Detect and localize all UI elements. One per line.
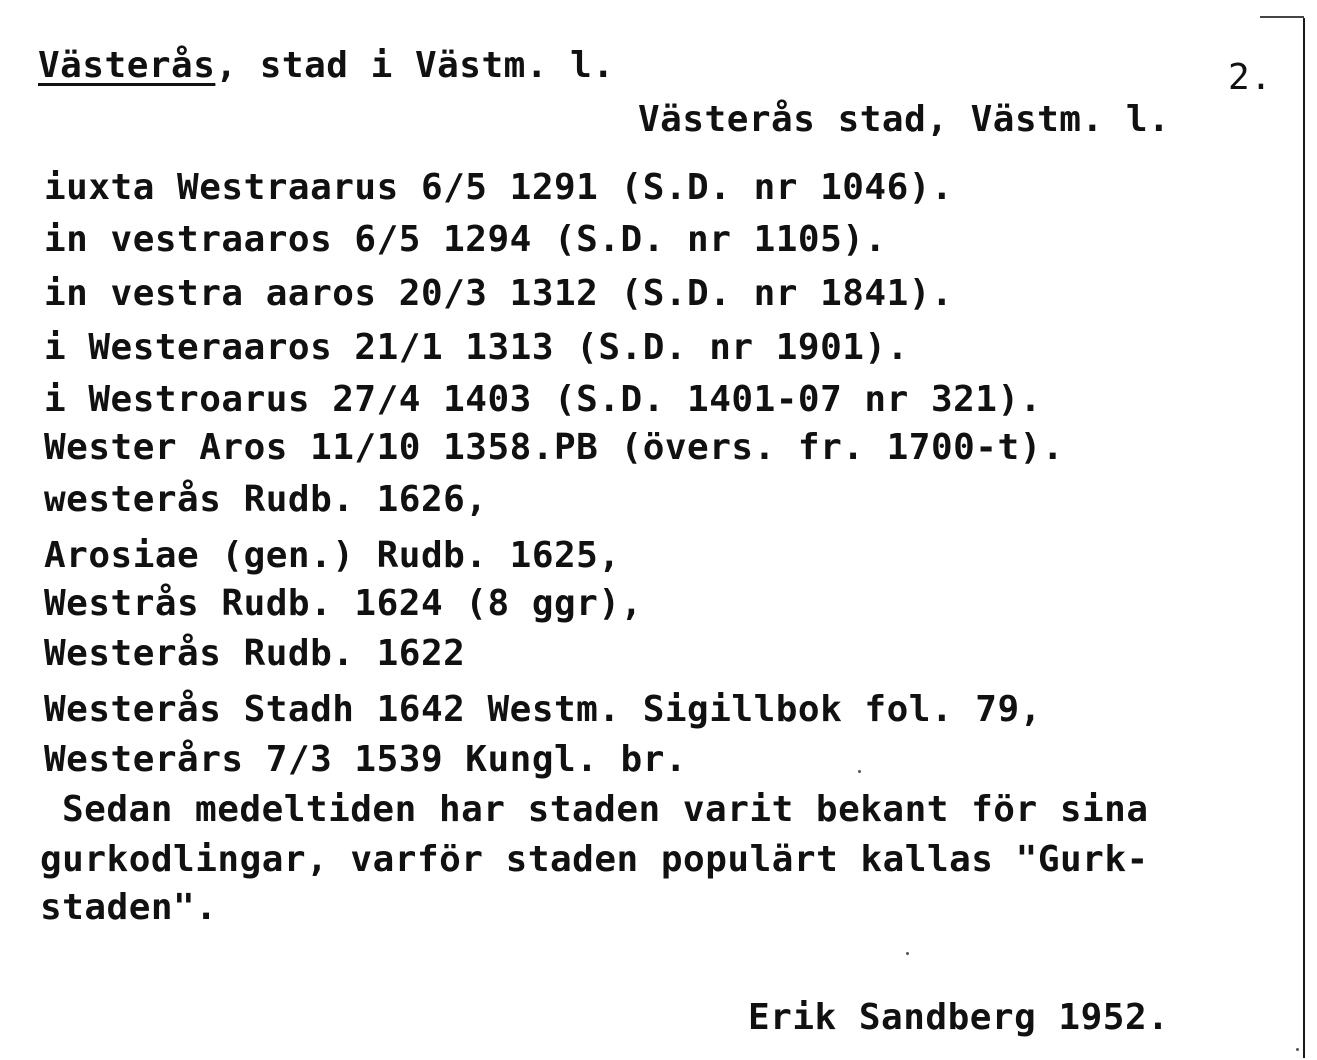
card-subheader: Västerås stad, Västm. l.	[638, 99, 1171, 140]
record-line: in vestra aaros 20/3 1312 (S.D. nr 1841).	[44, 273, 954, 314]
record-line: Arosiae (gen.) Rudb. 1625,	[44, 535, 621, 576]
record-line: in vestraaros 6/5 1294 (S.D. nr 1105).	[44, 219, 887, 260]
record-line: i Westroarus 27/4 1403 (S.D. 1401-07 nr 321).	[44, 379, 1042, 420]
record-line: Westrås Rudb. 1624 (8 ggr),	[44, 583, 643, 624]
record-line: iuxta Westraarus 6/5 1291 (S.D. nr 1046).	[44, 167, 954, 208]
header-description: , stad i Västm. l.	[215, 45, 615, 86]
note-line: Sedan medeltiden har staden varit bekant för sina	[62, 789, 1149, 830]
paper-speck	[906, 952, 909, 955]
card-right-edge	[1303, 18, 1305, 1058]
record-line: Westerås Rudb. 1622	[44, 633, 466, 674]
card-top-edge	[1260, 16, 1304, 18]
paper-speck	[1296, 1048, 1299, 1051]
record-line: Westerårs 7/3 1539 Kungl. br.	[44, 739, 688, 780]
record-line: i Westeraaros 21/1 1313 (S.D. nr 1901).	[44, 327, 909, 368]
card-number: 2.	[1228, 57, 1273, 98]
note-line: gurkodlingar, varför staden populärt kallas "Gurk-	[40, 839, 1149, 880]
paper-speck	[858, 770, 861, 773]
record-line: Westerås Stadh 1642 Westm. Sigillbok fol. 79,	[44, 689, 1042, 730]
record-line: westerås Rudb. 1626,	[44, 479, 488, 520]
record-line: Wester Aros 11/10 1358.PB (övers. fr. 1700-t).	[44, 427, 1064, 468]
signature: Erik Sandberg 1952.	[748, 997, 1170, 1038]
card-header	[38, 46, 615, 86]
header-place-name: Västerås	[38, 45, 216, 86]
note-line: staden".	[40, 887, 218, 928]
